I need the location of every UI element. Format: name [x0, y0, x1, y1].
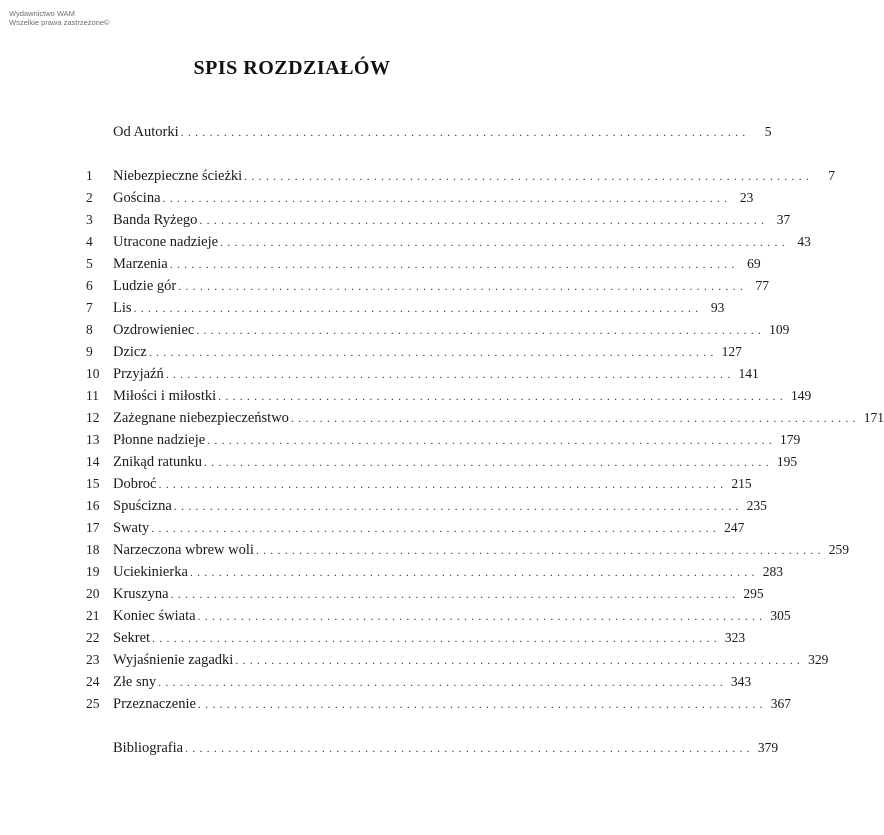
toc-num: 20	[86, 586, 100, 601]
toc-title: Miłości i miłostki	[113, 388, 217, 404]
toc-page: 127	[721, 344, 742, 359]
toc-page: 23	[739, 190, 754, 205]
toc-row-3	[86, 210, 791, 230]
toc-row-21	[86, 606, 791, 626]
toc-leader: ...............................................................................	[197, 697, 767, 711]
toc-leader: ...............................................................................	[170, 587, 740, 601]
toc-title: Spuścizna	[113, 498, 172, 514]
toc-title: Wyjaśnienie zagadki	[113, 652, 234, 668]
toc-leader: ...............................................................................	[189, 565, 759, 579]
toc-leader: ...............................................................................	[133, 301, 703, 315]
toc-num: 8	[86, 322, 93, 337]
toc-title: Przyjaźń	[113, 366, 164, 382]
toc-page: 7	[828, 168, 836, 183]
toc-row-7	[86, 298, 725, 318]
toc-row-22	[86, 628, 746, 648]
toc-num: 4	[86, 234, 93, 249]
toc-num: 19	[86, 564, 100, 579]
toc-row-18	[86, 540, 849, 560]
toc-num: 6	[86, 278, 93, 293]
toc-page: 343	[730, 674, 752, 689]
toc-page: 215	[731, 476, 752, 491]
toc-page: 109	[769, 322, 790, 337]
toc-num: 10	[86, 366, 100, 381]
toc-num: 25	[86, 696, 100, 711]
toc-leader: ...............................................................................	[244, 169, 814, 183]
toc-row-17	[86, 518, 745, 538]
toc-num: 24	[86, 674, 100, 689]
toc-num: 13	[86, 432, 100, 447]
toc-title: Sekret	[113, 630, 151, 646]
toc-page: 329	[808, 652, 829, 667]
toc-row-20	[86, 584, 764, 604]
toc-title: Gościna	[113, 190, 161, 206]
toc-num: 22	[86, 630, 100, 645]
toc-row-back	[86, 738, 779, 758]
toc-title: Zażegnane niebezpieczeństwo	[113, 410, 289, 426]
toc-title: Dobroć	[113, 476, 157, 492]
toc-num: 15	[86, 476, 100, 491]
toc-page: 305	[770, 608, 791, 623]
toc-num: 23	[86, 652, 100, 667]
toc-row-13	[86, 430, 801, 450]
toc-title: Ludzie gór	[113, 278, 177, 294]
toc-num: 2	[86, 190, 93, 205]
toc-title: Marzenia	[113, 256, 168, 272]
toc-row-6	[86, 276, 770, 296]
toc-leader: ...............................................................................	[152, 631, 721, 645]
toc-num: 11	[86, 388, 99, 403]
toc-num: 7	[86, 300, 93, 315]
toc-title: Bibliografia	[113, 740, 184, 756]
toc-page: 171	[863, 410, 884, 425]
toc-leader: ...............................................................................	[218, 389, 787, 403]
toc-row-12	[86, 408, 884, 428]
toc-row-24	[86, 672, 752, 692]
toc-row-front	[86, 122, 772, 142]
toc-leader: ...............................................................................	[207, 433, 777, 447]
toc-row-9	[86, 342, 742, 362]
toc-row-4	[86, 232, 811, 252]
toc-num: 21	[86, 608, 100, 623]
toc-row-16	[86, 496, 767, 516]
toc-title: Przeznaczenie	[113, 696, 196, 712]
toc-title: Uciekinierka	[113, 564, 188, 580]
watermark-publisher: Wydawnictwo WAM	[9, 9, 75, 18]
toc-row-5	[86, 254, 761, 274]
toc-title: Utracone nadzieje	[113, 234, 219, 250]
toc-leader: ...............................................................................	[173, 499, 743, 513]
toc-leader: ...............................................................................	[196, 323, 766, 337]
toc-leader: ...............................................................................	[255, 543, 825, 557]
toc-page: 149	[790, 388, 812, 403]
toc-leader: ...............................................................................	[235, 653, 805, 667]
toc-num: 3	[86, 212, 93, 227]
toc-leader: ...............................................................................	[199, 213, 769, 227]
toc-leader: ...............................................................................	[180, 125, 750, 139]
toc-page: 93	[710, 300, 725, 315]
toc-title: Niebezpieczne ścieżki	[113, 168, 243, 184]
toc-leader: ...............................................................................	[151, 521, 721, 535]
toc-page: 179	[780, 432, 801, 447]
toc-leader: ...............................................................................	[169, 257, 739, 271]
toc-num: 16	[86, 498, 100, 513]
page-title: SPIS ROZDZIAŁÓW	[193, 57, 391, 79]
toc-page: 323	[724, 630, 746, 645]
toc-page: 283	[762, 564, 783, 579]
toc-row-1	[86, 166, 836, 186]
toc-row-23	[86, 650, 829, 670]
toc-leader: ...............................................................................	[158, 675, 727, 689]
toc-num: 18	[86, 542, 100, 557]
toc-row-25	[86, 694, 791, 714]
toc-title: Lis	[113, 300, 132, 316]
toc-num: 5	[86, 256, 93, 271]
toc-title: Ozdrowieniec	[113, 322, 195, 338]
toc-page: 141	[738, 366, 759, 381]
toc-title: Płonne nadzieje	[113, 432, 206, 448]
toc-title: Dzicz	[113, 344, 147, 360]
toc-page: 37	[776, 212, 791, 227]
toc-leader: ...............................................................................	[165, 367, 735, 381]
toc-leader: ...............................................................................	[197, 609, 767, 623]
toc-row-19	[86, 562, 783, 582]
toc-leader: ...............................................................................	[158, 477, 728, 491]
toc-leader: ...............................................................................	[204, 455, 773, 469]
toc-row-14	[86, 452, 798, 472]
toc-leader: ...............................................................................	[162, 191, 732, 205]
toc-page: 379	[757, 740, 779, 755]
toc-page: 43	[797, 234, 811, 249]
toc-num: 14	[86, 454, 100, 469]
toc-num: 17	[86, 520, 100, 535]
toc-title: Koniec świata	[113, 608, 196, 624]
watermark	[9, 9, 110, 27]
toc-page: 5	[764, 124, 772, 139]
toc-title: Złe sny	[113, 674, 157, 690]
toc-num: 9	[86, 344, 93, 359]
toc-page: 235	[746, 498, 767, 513]
toc-title: Narzeczona wbrew woli	[113, 542, 254, 558]
toc-title: Od Autorki	[113, 124, 179, 140]
toc-leader: ...............................................................................	[290, 411, 860, 425]
watermark-rights: Wszelkie prawa zastrzeżone©	[9, 18, 110, 27]
toc-page: 69	[747, 256, 761, 271]
toc-row-2	[86, 188, 754, 208]
toc-row-11	[86, 386, 812, 406]
toc-page: 367	[770, 696, 791, 711]
toc-row-15	[86, 474, 752, 494]
toc-page: 295	[743, 586, 764, 601]
toc-title: Banda Ryżego	[113, 212, 198, 228]
toc-title: Swaty	[113, 520, 150, 536]
toc-num: 12	[86, 410, 100, 425]
toc-page: 195	[776, 454, 798, 469]
toc-page: 77	[755, 278, 770, 293]
toc-page: 247	[724, 520, 745, 535]
toc-title: Kruszyna	[113, 586, 169, 602]
toc-row-10	[86, 364, 759, 384]
toc-row-8	[86, 320, 790, 340]
toc-leader: ...............................................................................	[178, 279, 748, 293]
toc-page: 259	[828, 542, 849, 557]
toc-leader: ...............................................................................	[185, 741, 754, 755]
toc-leader: ...............................................................................	[220, 235, 789, 249]
toc-num: 1	[86, 168, 93, 183]
toc-title: Znikąd ratunku	[113, 454, 202, 470]
toc-leader: ...............................................................................	[148, 345, 718, 359]
